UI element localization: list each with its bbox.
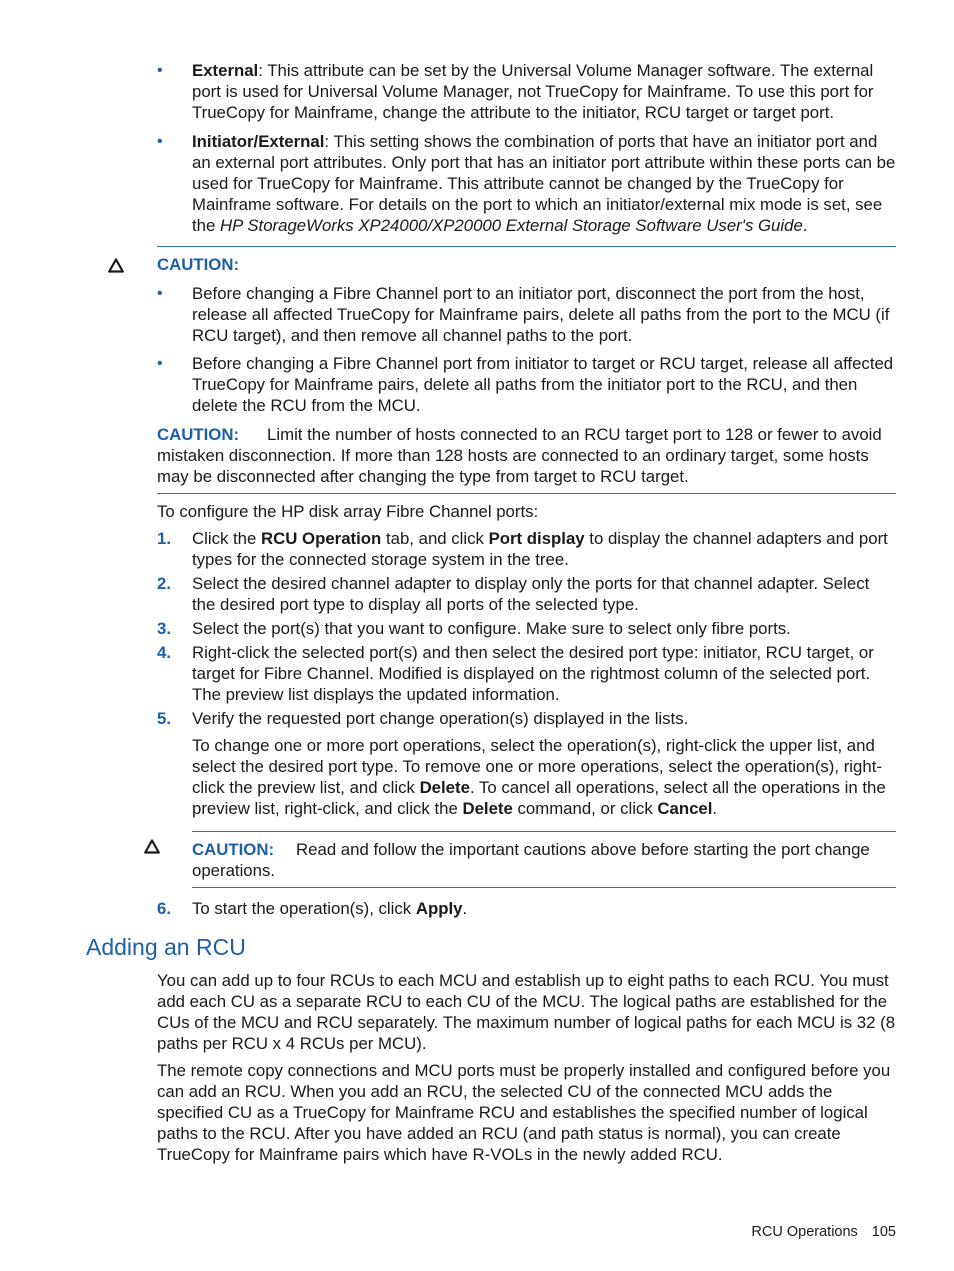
- caution-text: Limit the number of hosts connected to an RCU target port to 128 or fewer to avoid mistaken disconnection. If more than 128 hosts are connected to an ordinary target, some hosts may be disconnected after changing the type from target to RCU target.: [157, 425, 882, 486]
- section-paragraph: The remote copy connections and MCU ports must be properly installed and configured before you can add an RCU. When you add an RCU, the selected CU of the connected MCU adds the specified CU as a TrueCopy for Mainframe RCU and establishes the specified number of logical paths to the RCU. After you have added an RCU (and path status is normal), you can create TrueCopy for Mainframe pairs which have R-VOLs in the newly added RCU.: [157, 1061, 891, 1164]
- step-number: 3.: [157, 619, 171, 638]
- step-text: tab, and click: [381, 529, 489, 548]
- ui-term: Delete: [419, 778, 470, 797]
- caution-item-text: Before changing a Fibre Channel port from initiator to target or RCU target, release all affected TrueCopy for Mainframe pairs, delete all paths from the initiator port to the RCU, and then delete the RCU from the MCU.: [192, 354, 894, 415]
- step: [157, 528, 897, 570]
- step-text: . To cancel all operations, select all the operations in the preview list, right-click, and click the: [192, 778, 886, 818]
- bullet-dot-icon: •: [157, 62, 163, 79]
- term: Initiator/External: [192, 132, 325, 151]
- step: [157, 642, 897, 705]
- step-detail: [192, 735, 897, 819]
- ui-term: Cancel: [657, 799, 713, 818]
- step-text: Verify the requested port change operation(s) displayed in the lists.: [192, 709, 689, 728]
- list-item: [157, 283, 897, 346]
- caution-label: CAUTION:: [157, 425, 240, 444]
- definition: : This setting shows the combination of ports that have an initiator port and an external port attributes. Only port that has an initiator port attribute within these ports can be used for TrueCopy for Mainframe. This attribute cannot be changed by the TrueCopy for Mainframe software. For details on the port to which an initiator/external mix mode is set, see the: [192, 132, 896, 235]
- list-item: [157, 131, 897, 236]
- procedure-intro: To configure the HP disk array Fibre Channel ports:: [157, 502, 539, 521]
- footer-section-name: RCU Operations: [751, 1224, 858, 1240]
- page-number: 105: [871, 1224, 896, 1240]
- page-footer: [751, 1222, 896, 1243]
- bullet-dot-icon: •: [157, 285, 163, 302]
- attribute-bullet-list: [157, 60, 897, 236]
- step-text: Select the desired channel adapter to display only the ports for that channel adapter. Select the desired port type to display all ports of the selected type.: [192, 574, 870, 614]
- step-text: .: [462, 899, 468, 918]
- term: External: [192, 61, 259, 80]
- ui-term: Delete: [462, 799, 513, 818]
- caution-bullet-list: [157, 283, 897, 416]
- bullet-dot-icon: •: [157, 133, 163, 150]
- step-text: Click the: [192, 529, 262, 548]
- section-paragraph: You can add up to four RCUs to each MCU and establish up to eight paths to each RCU. You must add each CU as a separate RCU to each CU of the MCU. The logical paths are established for the CUs of the MCU and RCU separately. The maximum number of logical paths for each MCU is 32 (8 paths per RCU x 4 RCUs per MCU).: [157, 971, 896, 1053]
- step-text: command, or click: [512, 799, 658, 818]
- step-text: To change one or more port operations, select the operation(s), right-click the upper list, and select the desired port type. To remove one or more operations, select the operation(s), right-click the preview list, and click: [192, 736, 882, 797]
- definition-end: .: [802, 216, 808, 235]
- section-heading: Adding an RCU: [86, 934, 246, 960]
- doc-title: HP StorageWorks XP24000/XP20000 External Storage Software User's Guide: [220, 216, 803, 235]
- divider: [157, 493, 896, 494]
- caution-text: Read and follow the important cautions above before starting the port change operations.: [192, 840, 870, 880]
- procedure-steps: [157, 528, 897, 819]
- step: [157, 573, 897, 615]
- ui-term: Apply: [415, 899, 463, 918]
- caution-item-text: Before changing a Fibre Channel port to an initiator port, disconnect the port from the host, release all affected TrueCopy for Mainframe pairs, delete all paths from the port to the MCU (if RCU target), and then remove all channel paths to the port.: [192, 284, 890, 345]
- step-text: to display the channel adapters and port types for the connected storage system in the tree.: [192, 529, 888, 569]
- step-number: 5.: [157, 709, 171, 728]
- bullet-dot-icon: •: [157, 355, 163, 372]
- list-item: [157, 353, 897, 416]
- step-number: 6.: [157, 899, 171, 918]
- step: [157, 618, 897, 639]
- list-item: [157, 60, 897, 123]
- step-number: 1.: [157, 529, 171, 548]
- caution-label: CAUTION:: [157, 255, 240, 274]
- caution-paragraph: [192, 839, 896, 881]
- step-number: 2.: [157, 574, 171, 593]
- ui-term: Port display: [488, 529, 585, 548]
- divider: [157, 246, 896, 247]
- divider: [192, 831, 896, 832]
- caution-label: CAUTION:: [192, 840, 275, 859]
- step-text: Right-click the selected port(s) and then select the desired port type: initiator, RCU target, or target for Fibre Channel. Modified is displayed on the rightmost column of the selected port. The preview list displays the updated information.: [192, 643, 874, 704]
- caution-paragraph: [157, 424, 897, 487]
- procedure-steps-continued: [157, 898, 897, 919]
- step-text: Select the port(s) that you want to configure. Make sure to select only fibre ports.: [192, 619, 791, 638]
- step-number: 4.: [157, 643, 171, 662]
- divider: [192, 887, 896, 888]
- ui-term: RCU Operation: [261, 529, 382, 548]
- step-text: To start the operation(s), click: [192, 899, 416, 918]
- step: [157, 708, 897, 819]
- step: [157, 898, 897, 919]
- definition: : This attribute can be set by the Universal Volume Manager software. The external port is used for Universal Volume Manager, not TrueCopy for Mainframe. To use this port for TrueCopy for Mainframe, change the attribute to the initiator, RCU target or target port.: [192, 61, 874, 122]
- step-text: .: [712, 799, 718, 818]
